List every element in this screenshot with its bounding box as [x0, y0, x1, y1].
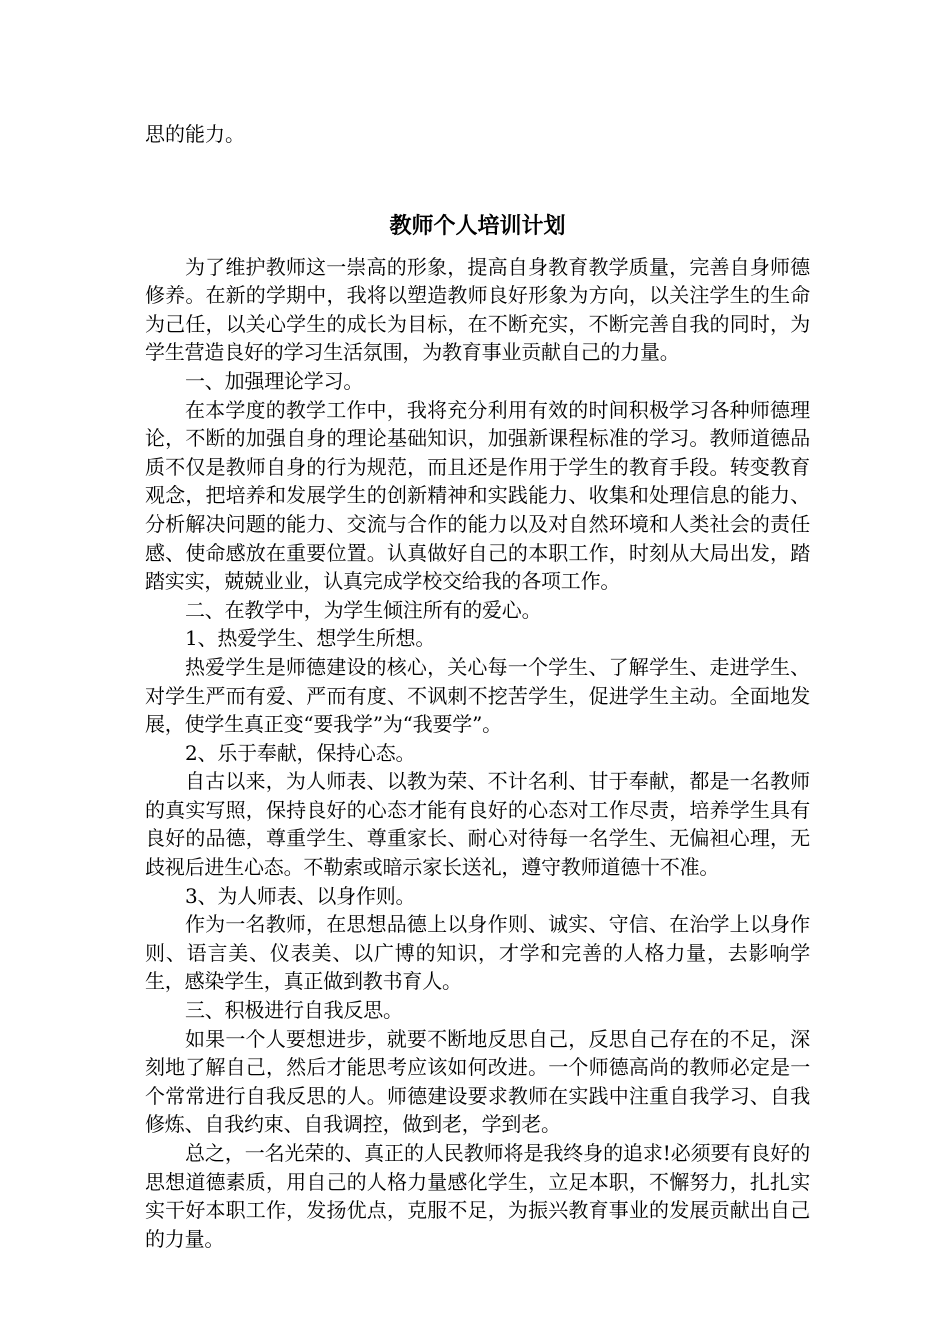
section-heading-3: 三、积极进行自我反思。: [185, 998, 403, 1023]
paragraph-dedication: 自古以来，为人师表、以教为荣、不计名利、甘于奉献，都是一名教师的真实写照，保持良好的心态才能有良好的心态对工作尽责，培养学生具有良好的品德，尊重学生、尊重家长、耐心对待每一名学生、无偏袒心理，无歧视后进生心态。不勒索或暗示家长送礼，遵守教师道德十不准。: [145, 769, 810, 880]
section-heading-2: 二、在教学中，为学生倾注所有的爱心。: [185, 597, 542, 622]
continued-text-fragment: 思的能力。: [145, 122, 245, 146]
paragraph-theory: 在本学度的教学工作中，我将充分利用有效的时间积极学习各种师德理论，不断的加强自身的理论基础知识，加强新课程标准的学习。教师道德品质不仅是教师自身的行为规范，而且还是作用于学生的教育手段。转变教育观念，把培养和发展学生的创新精神和实践能力、收集和处理信息的能力、分析解决问题的能力、交流与合作的能力以及对自然环境和人类社会的责任感、使命感放在重要位置。认真做好自己的本职工作，时刻从大局出发，踏踏实实，兢兢业业，认真完成学校交给我的各项工作。: [145, 397, 810, 594]
section-heading-1: 一、加强理论学习。: [185, 368, 364, 393]
subheading-2-1: 1、热爱学生、想学生所想。: [185, 626, 436, 651]
document-title: 教师个人培训计划: [389, 213, 566, 239]
document-page: [145, 120, 810, 1253]
subheading-2-2: 2、乐于奉献，保持心态。: [185, 740, 416, 765]
paragraph-love-students: 热爱学生是师德建设的核心，关心每一个学生、了解学生、走进学生、对学生严而有爱、严而有度、不讽刺不挖苦学生，促进学生主动。全面地发展，使学生真正变“要我学”为“我要学”。: [145, 654, 810, 737]
paragraph-role-model: 作为一名教师，在思想品德上以身作则、诚实、守信、在治学上以身作则、语言美、仪表美、以广博的知识，才学和完善的人格力量，去影响学生，感染学生，真正做到教书育人。: [145, 912, 810, 994]
paragraph-conclusion: 总之，一名光荣的、真正的人民教师将是我终身的追求!必须要有良好的思想道德素质，用自己的人格力量感化学生，立足本职，不懈努力，扎扎实实干好本职工作，发扬优点，克服不足，为振兴教育事业的发展贡献出自己的力量。: [145, 1141, 810, 1251]
paragraph-intro: 为了维护教师这一崇高的形象，提高自身教育教学质量，完善自身师德修养。在新的学期中，我将以塑造教师良好形象为方向，以关注学生的生命为己任，以关心学生的成长为目标，在不断充实，不断完善自我的同时，为学生营造良好的学习生活氛围，为教育事业贡献自己的力量。: [145, 254, 810, 365]
subheading-2-3: 3、为人师表、以身作则。: [185, 883, 416, 908]
paragraph-reflection: 如果一个人要想进步，就要不断地反思自己，反思自己存在的不足，深刻地了解自己，然后才能思考应该如何改进。一个师德高尚的教师必定是一个常常进行自我反思的人。师德建设要求教师在实践中注重自我学习、自我修炼、自我约束、自我调控，做到老，学到老。: [145, 1026, 810, 1137]
document-body: [145, 253, 810, 1254]
